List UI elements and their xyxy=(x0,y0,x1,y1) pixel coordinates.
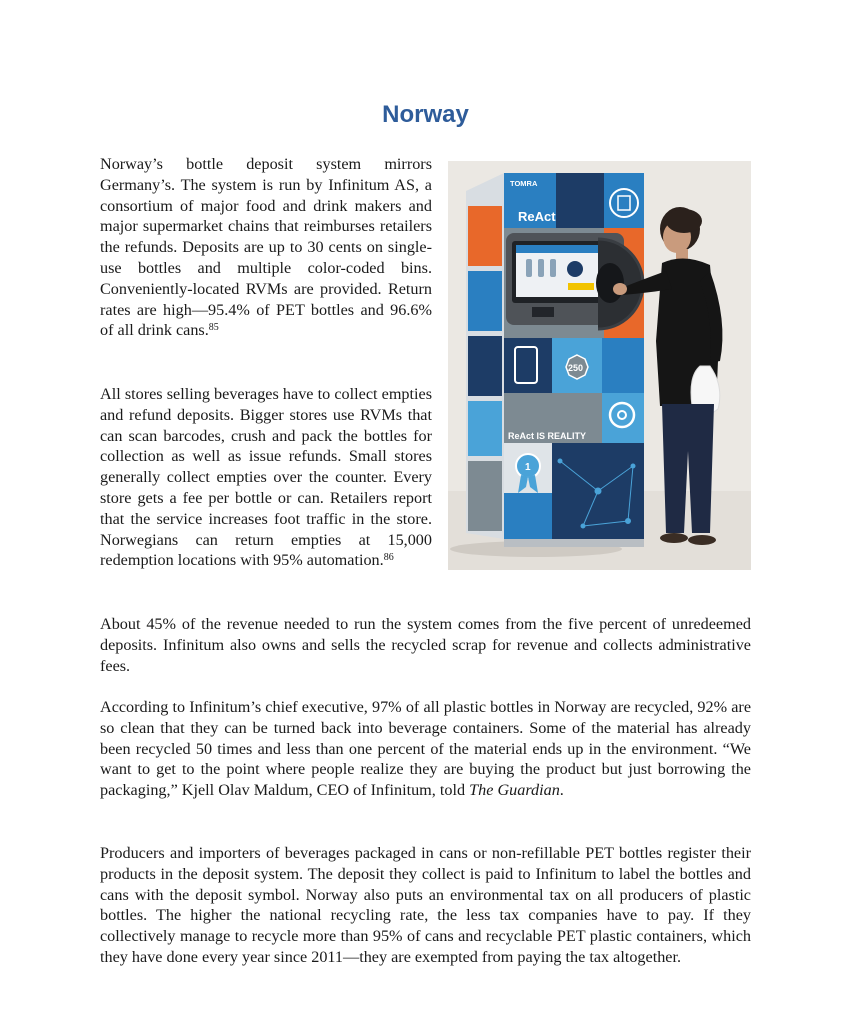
product-label: ReAct xyxy=(518,209,556,224)
footnote-ref: 86 xyxy=(383,552,394,564)
paragraph-text-end: . xyxy=(559,781,564,800)
paragraph-store-collection xyxy=(100,384,432,571)
slogan-label: ReAct IS REALITY xyxy=(508,431,587,441)
paragraph-text: Norway’s bottle deposit system mirrors Germany’s. The system is run by Infinitum AS, a consortium of major food and drink makers and major supermarket chains that reimburses retailers the refunds. Deposits are up to 30 cents on single-use bottles and multiple color-coded bins. Conveniently-located RVMs are provided. Return rates are high—95.4% of PET bottles and 96.6% of all drink cans. xyxy=(100,155,432,340)
brand-label: TOMRA xyxy=(510,179,538,188)
paragraph-producers: Producers and importers of beverages packaged in cans or non-refillable PET bottles register their products in the deposit system. The deposit they collect is paid to Infinitum to label the bottles and cans with the deposit symbol. Norway also puts an environmental tax on all producers of plastic bottles. The higher the national recycling rate, the less tax companies have to pay. If they collectively manage to recycle more than 95% of cans and recyclable PET plastic containers, which they have done every year since 2011—they are exempted from paying the tax altogether. xyxy=(100,844,751,966)
source-title: The Guardian xyxy=(469,781,560,800)
paragraph-recycling-rate xyxy=(100,697,751,801)
paragraph-text: According to Infinitum’s chief executive, 97% of all plastic bottles in Norway are recycled, 92% are so clean that they can be turned back into beverage containers. Some of the material has already been recycled 50 times and less than one percent of the material ends up in the environment. “We want to get to the point where people realize they are buying the product but just borrowing the packaging,” Kjell Olav Maldum, CEO of Infinitum, told xyxy=(100,698,751,800)
footnote-ref: 85 xyxy=(208,322,219,334)
paragraph-deposit-system xyxy=(100,154,432,341)
rvm-photo xyxy=(448,161,751,570)
ribbon-number: 1 xyxy=(525,462,531,473)
paragraph-revenue: About 45% of the revenue needed to run the system comes from the five percent of unredeemed deposits. Infinitum also owns and sells the recycled scrap for revenue and collects administrative fees. xyxy=(100,615,751,675)
badge-label: 250 xyxy=(568,363,584,373)
paragraph-text: All stores selling beverages have to collect empties and refund deposits. Bigger stores use RVMs that can scan barcodes, crush and pack the bottles for collection as well as issue refunds. Small stores generally collect empties over the counter. Every store gets a fee per bottle or can. Retailers report that the service increases foot traffic in the store. Norwegians can return empties at 15,000 redemption locations with 95% automation. xyxy=(100,385,432,570)
page-title: Norway xyxy=(382,101,469,128)
